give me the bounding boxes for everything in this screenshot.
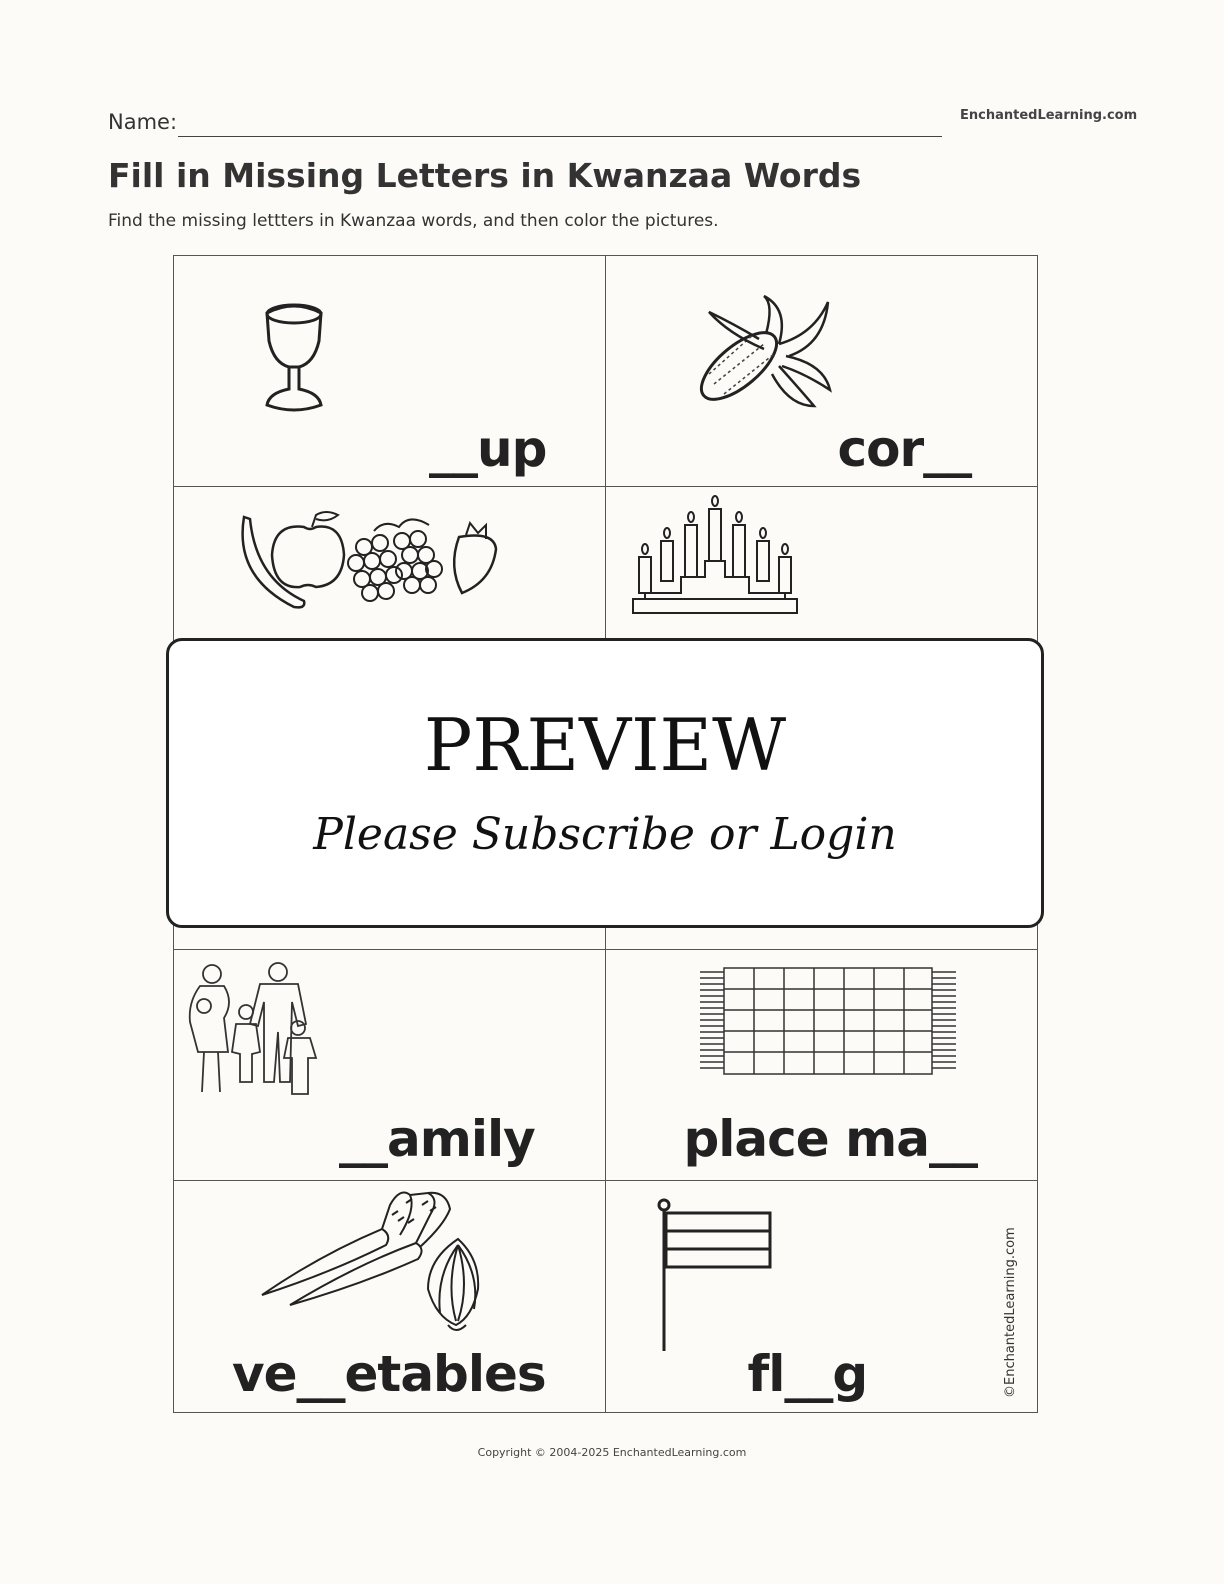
word-cup: __up [429, 420, 547, 478]
name-line[interactable] [178, 136, 942, 137]
word-family: __amily [339, 1109, 535, 1168]
kinara-icon [631, 495, 799, 615]
copyright: Copyright © 2004-2025 EnchantedLearning.com [477, 1446, 747, 1459]
cup-icon [259, 301, 329, 416]
cell-place-mat [606, 950, 1038, 1181]
flag-icon [656, 1197, 774, 1353]
site-name: EnchantedLearning.com [960, 108, 1138, 123]
vertical-credit: ©EnchantedLearning.com [1003, 1227, 1018, 1398]
cell-flag [606, 1181, 1038, 1412]
name-label: Name: [108, 110, 178, 134]
word-place-mat: place ma__ [683, 1109, 977, 1168]
preview-overlay[interactable] [166, 638, 1044, 928]
word-vegetables: ve__etables [232, 1344, 546, 1403]
word-flag: fl__g [747, 1344, 868, 1403]
cell-cup [174, 256, 606, 487]
preview-title: PREVIEW [423, 703, 787, 787]
cell-corn [606, 256, 1038, 487]
cell-vegetables [174, 1181, 606, 1412]
cell-family [174, 950, 606, 1181]
word-corn: cor__ [837, 420, 972, 478]
page-title: Fill in Missing Letters in Kwanzaa Words [108, 156, 862, 195]
instructions: Find the missing lettters in Kwanzaa words, and then color the pictures. [108, 211, 719, 231]
family-icon [180, 962, 320, 1107]
vegetables-icon [260, 1185, 500, 1333]
fruits-icon [234, 497, 504, 612]
subscribe-login-prompt[interactable]: Please Subscribe or Login [313, 809, 897, 860]
corn-icon [694, 294, 834, 412]
place-mat-icon [698, 966, 958, 1078]
